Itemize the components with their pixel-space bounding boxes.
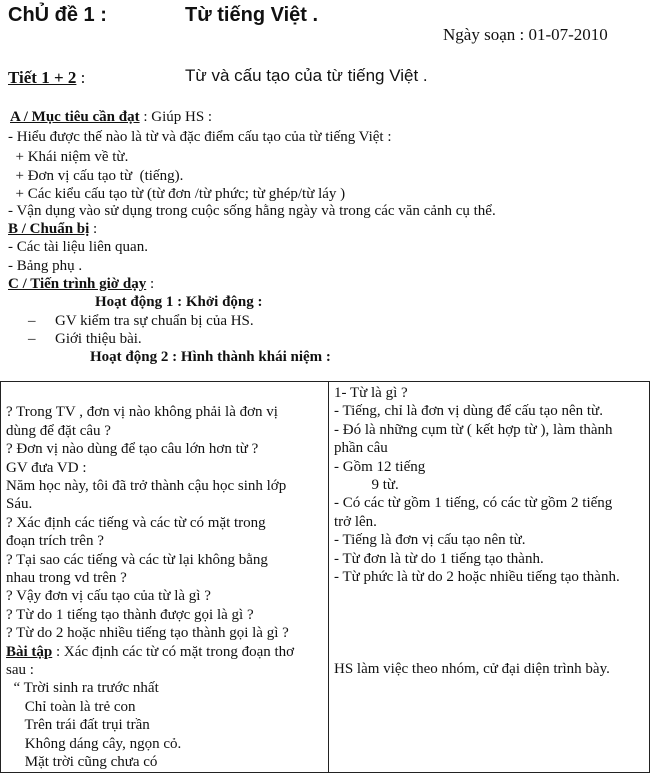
section-b-title: B / Chuẩn bị (8, 221, 90, 237)
table-line: - Từ đơn là từ do 1 tiếng tạo thành. (334, 550, 544, 567)
table-line: - Có các từ gồm 1 tiếng, có các từ gồm 2 tiếng (334, 495, 613, 512)
section-c-heading (8, 274, 154, 294)
table-line: ? Đơn vị nào dùng để tạo câu lớn hơn từ ? (6, 441, 259, 458)
activity-1-item: – Giới thiệu bài. (28, 331, 142, 347)
section-a-title: A / Mục tiêu cần đạt (10, 109, 140, 125)
topic-title: Từ tiếng Việt . (185, 4, 319, 26)
table-line: GV đưa VD : (6, 459, 87, 476)
prep-date: Ngày soạn : 01-07-2010 (443, 25, 608, 44)
table-line (334, 586, 649, 604)
lesson-title: Từ và cấu tạo của từ tiếng Việt . (185, 66, 428, 85)
poem-line: Không dáng cây, ngọn cỏ. (6, 735, 182, 752)
section-a-line: - Vận dụng vào sử dụng trong cuộc sống hằng ngày và trong các văn cảnh cụ thể. (8, 203, 496, 219)
table-line: HS làm việc theo nhóm, cử đại diện trình bày. (334, 661, 610, 678)
table-line (334, 605, 649, 623)
section-a-line: + Khái niệm về từ. (8, 149, 129, 165)
table-line: trở lên. (334, 513, 377, 530)
table-line: Sáu. (6, 496, 33, 513)
exercise-text: : Xác định các từ có mặt trong đoạn thơ (52, 643, 295, 660)
section-a-line: + Đơn vị cấu tạo từ (tiếng). (8, 168, 184, 184)
table-line: ? Từ do 1 tiếng tạo thành được gọi là gì ? (6, 606, 254, 623)
table-line: Năm học này, tôi đã trở thành cậu học sinh lớp (6, 478, 287, 495)
table-line: ? Xác định các tiếng và các từ có mặt trong (6, 514, 266, 531)
topic-label: ChỦ đề 1 : (8, 4, 107, 26)
exercise-label: Bài tập (6, 643, 53, 660)
table-line: - Gồm 12 tiếng (334, 458, 426, 475)
table-line: ? Từ do 2 hoặc nhiều tiếng tạo thành gọi là gì ? (6, 625, 289, 642)
exercise-line (6, 643, 328, 661)
table-line: sau : (6, 662, 34, 679)
teacher-activity-column (1, 382, 329, 773)
section-a-line: + Các kiểu cấu tạo từ (từ đơn /từ phức; từ ghép/từ láy ) (8, 186, 346, 202)
table-line: - Tiếng là đơn vị cấu tạo nên từ. (334, 532, 526, 549)
student-activity-column (329, 382, 650, 773)
lesson-heading (8, 68, 85, 88)
table-line: - Đó là những cụm từ ( kết hợp từ ), làm thành (334, 421, 613, 438)
activity-2-heading: Hoạt động 2 : Hình thành khái niệm : (90, 349, 331, 365)
section-a-line: - Hiểu được thế nào là từ và đặc điểm cấu tạo của từ tiếng Việt : (8, 129, 392, 145)
table-line (6, 385, 328, 403)
section-b-line: - Bảng phụ . (8, 258, 83, 274)
table-line: ? Trong TV , đơn vị nào không phải là đơn vị (6, 404, 278, 421)
section-b-line: - Các tài liệu liên quan. (8, 239, 148, 255)
activity-1-heading: Hoạt động 1 : Khởi động : (95, 294, 263, 310)
table-line (334, 642, 649, 660)
lesson-table (0, 381, 650, 773)
section-c-title: C / Tiến trình giờ dạy (8, 276, 147, 292)
table-line: nhau trong vd trên ? (6, 570, 127, 587)
section-c-suffix: : (146, 276, 155, 292)
section-a-heading (10, 107, 212, 127)
table-line: 1- Từ là gì ? (334, 385, 408, 401)
poem-line: Mặt trời cũng chưa có (6, 754, 158, 771)
table-line: - Từ phức là từ do 2 hoặc nhiều tiếng tạo thành. (334, 569, 620, 586)
lesson-label: Tiết 1 + 2 (8, 68, 77, 87)
table-line (334, 623, 649, 641)
section-a-suffix: : Giúp HS : (139, 109, 213, 125)
table-line: phần câu (334, 440, 388, 457)
table-line: ? Tại sao các tiếng và các từ lại không bằng (6, 551, 268, 568)
poem-line: Chỉ toàn là trẻ con (6, 698, 136, 715)
table-line: đoạn trích trên ? (6, 533, 104, 550)
table-line: 9 từ. (334, 477, 399, 494)
table-line: dùng để đặt câu ? (6, 422, 111, 439)
poem-line: Trên trái đất trụi trần (6, 717, 150, 734)
table-line: - Tiếng, chỉ là đơn vị dùng để cấu tạo nên từ. (334, 403, 603, 420)
poem-line: “ Trời sinh ra trước nhất (6, 680, 159, 697)
activity-1-item: – GV kiểm tra sự chuẩn bị của HS. (28, 313, 254, 329)
section-b-heading (8, 219, 97, 239)
lesson-colon: : (76, 68, 86, 87)
table-line: ? Vậy đơn vị cấu tạo của từ là gì ? (6, 588, 211, 605)
section-b-suffix: : (89, 221, 98, 237)
